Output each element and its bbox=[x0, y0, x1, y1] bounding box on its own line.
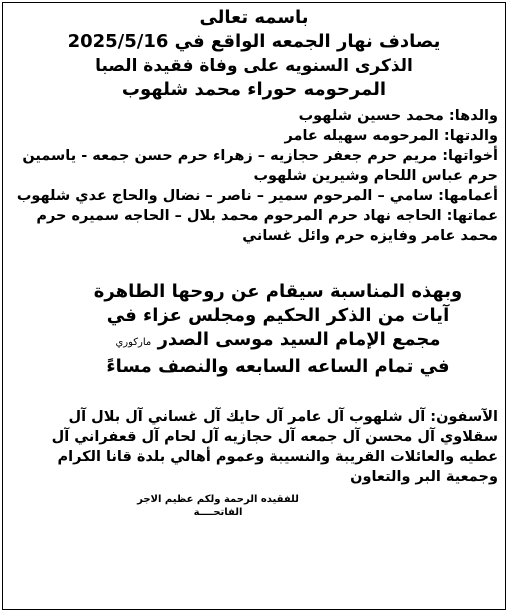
closing-line-2: الفاتحــــة bbox=[193, 507, 243, 518]
notice-header bbox=[10, 6, 498, 102]
father-label: والدها: bbox=[448, 108, 498, 124]
mother-row bbox=[10, 126, 498, 146]
bereaved-families bbox=[10, 407, 498, 487]
mother-label: والدتها: bbox=[443, 128, 498, 144]
bereaved-label: الآسفون: bbox=[430, 409, 498, 425]
mother-name: المرحومه سهيله عامر bbox=[284, 128, 439, 144]
ceremony-line-2: آيات من الذكر الحكيم ومجلس عزاء في bbox=[106, 305, 450, 326]
sisters-row bbox=[10, 146, 498, 186]
date-line: يصادف نهار الجمعه الواقع في 2025/5/16 bbox=[67, 31, 441, 52]
aunts-names: الحاجه نهاد حرم المرحوم محمد بلال – الحاجه سميره حرم محمد عامر وفايزه حرم وائل غساني bbox=[36, 208, 498, 244]
closing-line-1: للفقيده الرحمة ولكم عظيم الاجر bbox=[137, 494, 299, 505]
father-row bbox=[10, 106, 498, 126]
ceremony-line-4: في تمام الساعه السابعه والنصف مساءً bbox=[106, 356, 450, 377]
memorial-line: الذكرى السنويه على وفاة فقيدة الصبا bbox=[95, 56, 413, 76]
deceased-name: المرحومه حوراء محمد شلهوب bbox=[121, 79, 387, 100]
ceremony-line-3 bbox=[68, 328, 488, 355]
sisters-names: مريم حرم جعفر حجازيه – زهراء حرم حسن جمعه - ياسمين حرم عباس اللحام وشيرين شلهوب bbox=[22, 148, 498, 184]
venue-note: ماركوري bbox=[115, 337, 152, 348]
sisters-label: أخواتها: bbox=[442, 148, 498, 164]
uncles-row bbox=[10, 186, 498, 206]
ceremony-line-1: وبهذه المناسبة سيقام عن روحها الطاهرة bbox=[93, 281, 463, 302]
uncles-names: سامي – المرحوم سمير – ناصر – نضال والحاج عدي شلهوب bbox=[16, 188, 434, 204]
bereaved-text: آل شلهوب آل عامر آل حايك آل غساني آل بلال آل سقلاوي آل محسن آل جمعه آل حجازيه آل لحام آل قعفراني آل عطيه والعائلات القريبة والنسيبة وعموم أهالي بلدة قانا الكرام وجمعية البر والتعاون bbox=[51, 409, 498, 485]
family-list bbox=[10, 106, 498, 246]
ceremony-details bbox=[68, 280, 488, 379]
uncles-label: أعمامها: bbox=[438, 188, 498, 204]
obituary-notice bbox=[10, 6, 498, 519]
father-name: محمد حسين شلهوب bbox=[298, 108, 444, 124]
aunts-label: عماتها: bbox=[446, 208, 498, 224]
aunts-row bbox=[10, 206, 498, 246]
closing-prayer bbox=[88, 493, 348, 519]
ceremony-venue: مجمع الإمام السيد موسى الصدر bbox=[157, 329, 441, 350]
blessing-line: باسمه تعالى bbox=[199, 7, 309, 28]
